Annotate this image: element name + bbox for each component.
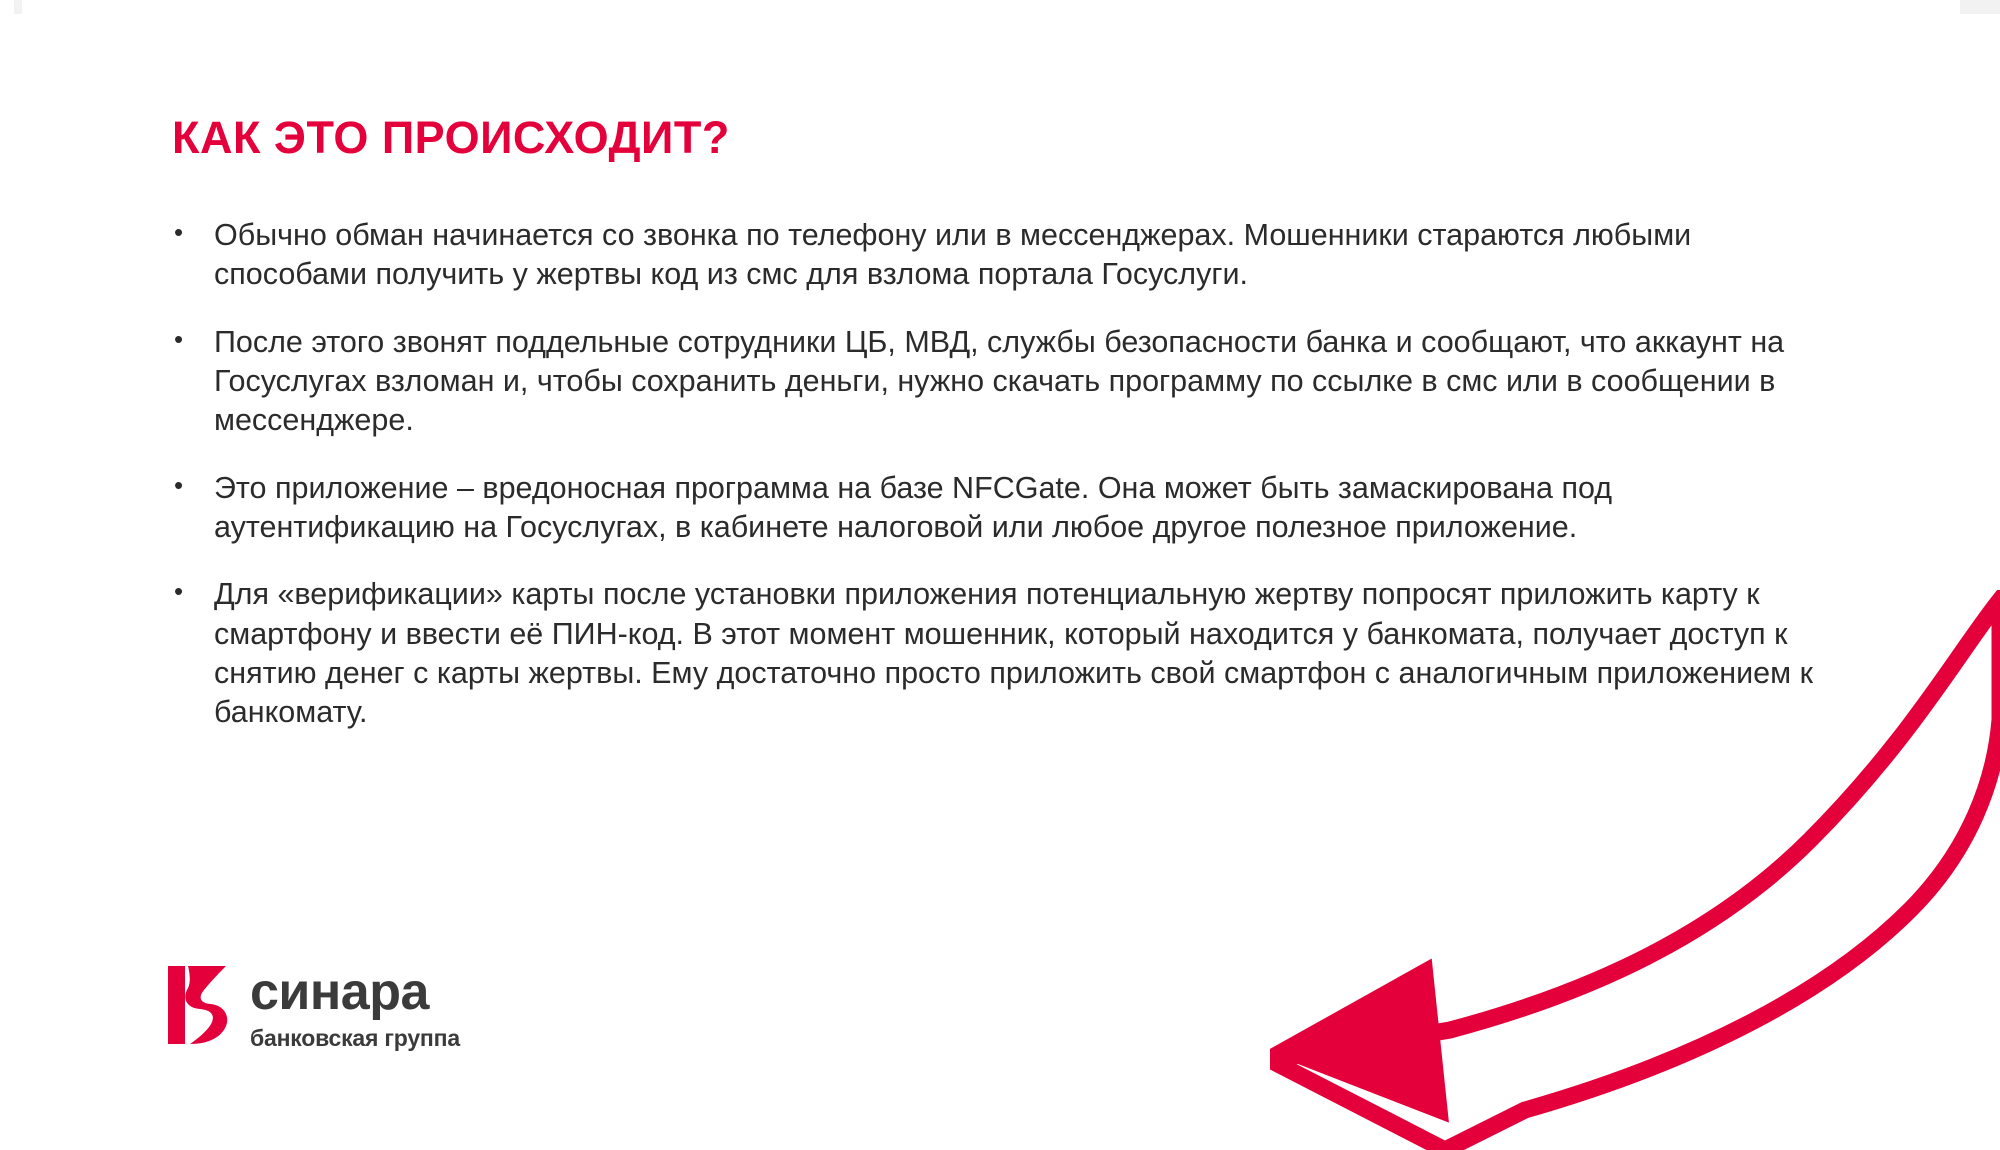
top-edge-strip-right	[1960, 0, 2000, 14]
logo-text-block	[250, 963, 460, 1051]
logo-tagline: банковская группа	[250, 1025, 460, 1051]
list-item: • Обычно обман начинается со звонка по телефону или в мессенджерах. Мошенники стараются любыми способами получить у жертвы код из смс для взлома портала Госуслуги.	[168, 216, 1848, 295]
bullet-list	[168, 216, 1848, 761]
brand-logo	[168, 963, 460, 1051]
list-item: • Для «верификации» карты после установки приложения потенциальную жертву попросят приложить карту к смартфону и ввести её ПИН-код. В этот момент мошенник, который находится у банкомата, получает доступ к снятию денег с карты жертвы. Ему достаточно просто приложить свой смартфон с аналогичным приложением к банкомату.	[168, 575, 1848, 732]
synara-logo-mark-icon	[168, 966, 230, 1044]
page-title: КАК ЭТО ПРОИСХОДИТ?	[172, 112, 730, 163]
list-item: • После этого звонят поддельные сотрудники ЦБ, МВД, службы безопасности банка и сообщают, что аккаунт на Госуслугах взломан и, чтобы сохранить деньги, нужно скачать программу по ссылке в смс или в сообщении в мессенджере.	[168, 323, 1848, 441]
left-edge-strip	[0, 0, 14, 1150]
logo-name: синара	[250, 963, 429, 1021]
list-item: • Это приложение – вредоносная программа на базе NFCGate. Она может быть замаскирована под аутентификацию на Госуслугах, в кабинете налоговой или любое другое полезное приложение.	[168, 469, 1848, 548]
